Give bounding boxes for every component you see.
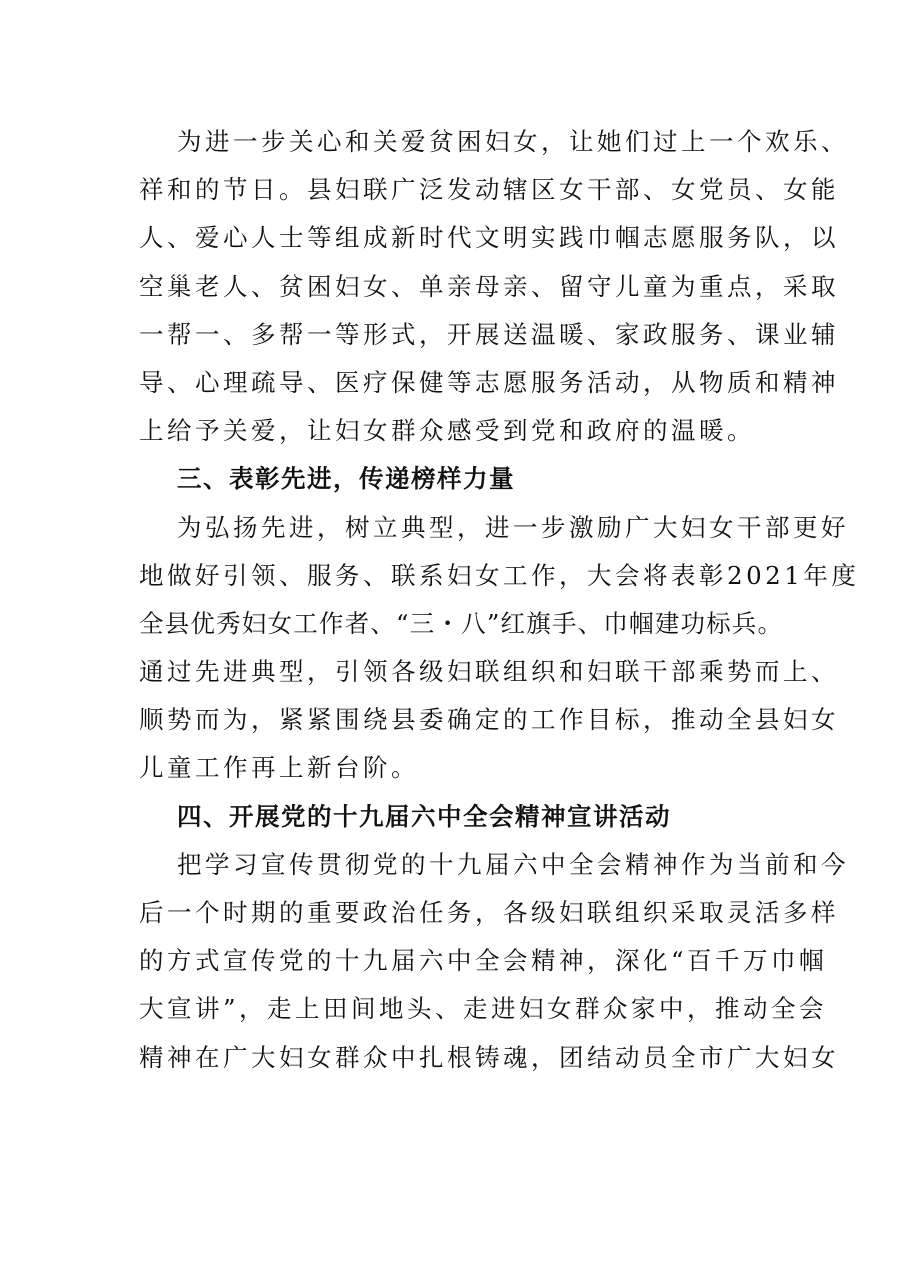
paragraph-line: 后一个时期的重要政治任务，各级妇联组织采取灵活多样 [139, 898, 839, 927]
paragraph-line: 上给予关爱，让妇女群众感受到党和政府的温暖。 [139, 416, 755, 446]
section-heading-4: 四、开展党的十九届六中全会精神宣讲活动 [177, 801, 671, 831]
paragraph-line: 人、爱心人士等组成新时代文明实践巾帼志愿服务队，以 [139, 223, 839, 253]
paragraph-line: 地做好引领、服务、联系妇女工作，大会将表彰2021年度 [139, 560, 860, 590]
paragraph-line: 为进一步关心和关爱贫困妇女，让她们过上一个欢乐、 [177, 127, 849, 156]
paragraph-line: 祥和的节日。县妇联广泛发动辖区女干部、女党员、女能 [139, 175, 839, 205]
paragraph-line: 全县优秀妇女工作者、“三・八”红旗手、巾帼建功标兵。 [139, 608, 784, 638]
paragraph-line: 大宣讲”，走上田间地头、走进妇女群众家中，推动全会 [139, 994, 828, 1024]
paragraph-line: 导、心理疏导、医疗保健等志愿服务活动，从物质和精神 [139, 367, 839, 397]
paragraph-line: 通过先进典型，引领各级妇联组织和妇联干部乘势而上、 [139, 657, 839, 687]
paragraph-line: 的方式宣传党的十九届六中全会精神，深化“百千万巾帼 [139, 946, 828, 976]
paragraph-line: 空巢老人、贫困妇女、单亲母亲、留守儿童为重点，采取 [139, 271, 839, 301]
paragraph-line: 把学习宣传贯彻党的十九届六中全会精神作为当前和今 [177, 849, 849, 879]
paragraph-line: 为弘扬先进，树立典型，进一步激励广大妇女干部更好 [177, 512, 849, 542]
paragraph-line: 一帮一、多帮一等形式，开展送温暖、家政服务、课业辅 [139, 319, 839, 349]
paragraph-line: 顺势而为，紧紧围绕县委确定的工作目标，推动全县妇女 [139, 705, 839, 735]
section-heading-3: 三、表彰先进，传递榜样力量 [177, 464, 515, 494]
paragraph-line: 儿童工作再上新台阶。 [139, 753, 419, 783]
document-page [139, 118, 860, 1082]
paragraph-line: 精神在广大妇女群众中扎根铸魂，团结动员全市广大妇女 [139, 1042, 839, 1072]
